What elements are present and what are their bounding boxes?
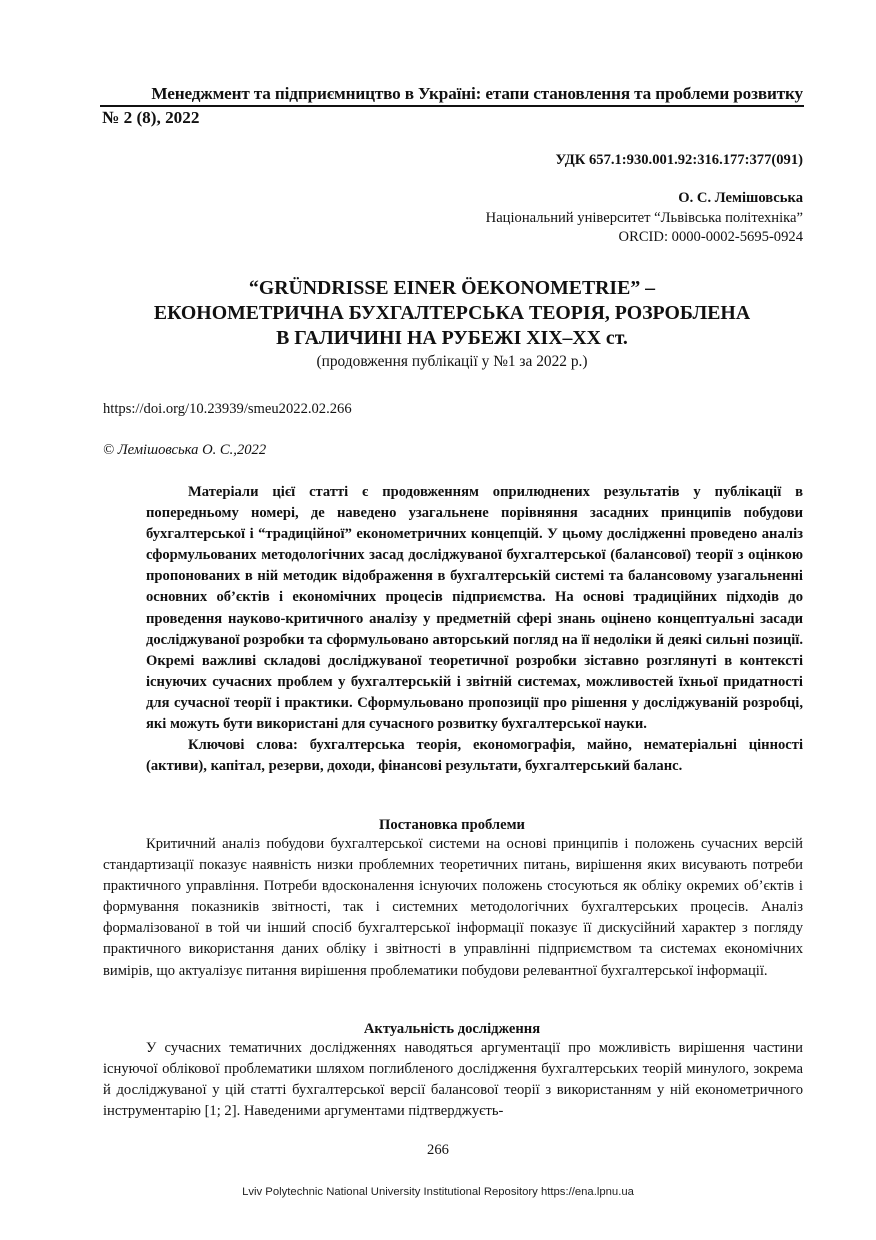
header-divider <box>100 105 804 107</box>
copyright-notice: © Лемішовська О. С.,2022 <box>103 442 267 458</box>
section-body-relevance <box>103 1038 803 1122</box>
page-number: 266 <box>427 1142 449 1158</box>
article-title <box>100 276 804 372</box>
author-affiliation: Національний університет “Львівська політехніка” <box>485 209 803 226</box>
journal-title: Менеджмент та підприємництво в Україні: етапи становлення та проблеми розвитку <box>151 84 803 103</box>
section-heading-problem: Постановка проблеми <box>379 817 525 833</box>
issue-number: № 2 (8), 2022 <box>102 108 200 127</box>
paragraph: У сучасних тематичних дослідженнях наводяться аргументації про можливість вирішення частини існуючої облікової проблематики шляхом поглибленого дослідження бухгалтерських теорій минулого, зокрема й досліджуваної у цій статті бухгалтерської версії балансової теорії з використанням у ній економетричного інструментарію [1; 2]. Наведеними аргументами підтверджуєть- <box>103 1040 803 1120</box>
abstract-keywords: Ключові слова: бухгалтерська теорія, економографія, майно, нематеріальні цінності (активи), капітал, резерви, доходи, фінансові результати, бухгалтерський баланс. <box>146 737 803 775</box>
article-subtitle: (продовження публікації у №1 за 2022 р.) <box>316 353 588 370</box>
udk-code: УДК 657.1:930.001.92:316.177:377(091) <box>555 152 803 168</box>
author-orcid: ORCID: 0000-0002-5695-0924 <box>618 229 803 245</box>
title-line-1: “GRÜNDRISSE EINER ÖEKONOMETRIE” – <box>248 277 656 299</box>
author-block <box>486 189 803 248</box>
author-name: О. С. Лемішовська <box>678 190 803 206</box>
title-line-2: ЕКОНОМЕТРИЧНА БУХГАЛТЕРСЬКА ТЕОРІЯ, РОЗРОБЛЕНА <box>153 302 751 324</box>
doi-link[interactable]: https://doi.org/10.23939/smeu2022.02.266 <box>103 401 352 417</box>
abstract <box>146 482 803 777</box>
section-heading-relevance: Актуальність дослідження <box>363 1021 541 1037</box>
title-line-3: В ГАЛИЧИНІ НА РУБЕЖІ XIX–XX ст. <box>276 327 628 349</box>
repository-footer: Lviv Polytechnic National University Institutional Repository https://ena.lpnu.ua <box>242 1186 634 1198</box>
abstract-text: Матеріали цієї статті є продовженням оприлюднених результатів у публікації в попередньому номері, де наведено узагальнене порівняння засадних принципів побудови бухгалтерської і “традиційної” економетричних концепцій. У цьому дослідженні проведено аналіз сформульованих методологічних засад досліджуваної бухгалтерської (балансової) теорії з оцінкою пропонованих в ній методик відображення в бухгалтерській системі та балансовому узагальненні основних об’єктів і економічних процесів підприємства. На основі традиційних підходів до проведення науково-критичного аналізу у предметній сфері знань оцінено концептуальні засади досліджуваної розробки та сформульовано авторський погляд на її недоліки й деякі сильні позиції. Окремі важливі складові досліджуваної теоретичної розробки зіставно розглянуті в контексті існуючих сучасних проблем у бухгалтерській і звітній системах, можливостей їхньої придатності для сучасної теорії і практики. Сформульовано пропозиції про рішення у досліджуваній розробці, які можуть бути використані для сучасного розвитку бухгалтерської науки. <box>146 484 803 733</box>
paragraph: Критичний аналіз побудови бухгалтерської системи на основі принципів і положень сучасних версій стандартизації показує наявність низки проблемних теоретичних питань, вирішення яких висувають потреби практичного управління. Потреби вдосконалення існуючих положень стосуються як обліку окремих об’єктів і формування показників звітності, так і системних методологічних бухгалтерських процесів. Аналіз формалізованої в той чи інший спосіб бухгалтерської інформації показує її дискусійний характер з погляду практичного використання даних обліку і звітності в управлінні підприємством та системах економічних вимірів, що актуалізує питання вирішення проблематики побудови релевантної бухгалтерської інформації. <box>103 836 803 979</box>
section-body-problem <box>103 834 803 982</box>
